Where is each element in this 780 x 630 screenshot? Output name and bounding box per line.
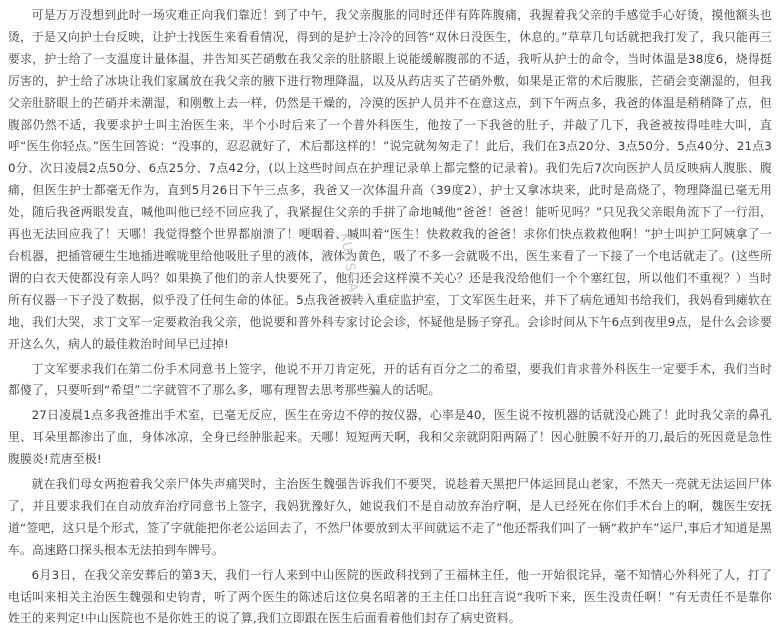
- paragraph-1: 可是万万没想到此时一场灾难正向我们靠近！到了中午，我父亲腹胀的同时还伴有阵阵腹痛，我握着我父亲的手感觉手心好烫，摸他额头也烫，于是又向护士台反映，让护士找医生来看看情况，得到的是护士冷冷的回答“双休日没医生，休息的。”草草几句话就把我打发了，我只能再三要求，护士给了一支温度计量体温，并告知买芒硝敷在我父亲的肚脐眼上说能缓解腹部的不适，我听从护士的命令，当时体温是38度6，烧得挺厉害的，护士给了冰块让我们家属放在我父亲的腋下进行物理降温，以及从药店买了芒硝外敷，如果是正常的术后腹胀，芒硝会变潮湿的，但我父亲肚脐眼上的芒硝并未潮湿，和刚敷上去一样，仍然是干燥的，冷漠的医护人员并不在意这点，到下午两点多，我爸的体温是稍稍降了点，但腹部仍然不适，我要求护士叫主治医生来，半个小时后来了一个普外科医生，他按了一下我爸的肚子，并敲了几下，我爸被按得哇哇大叫，直呼“医生你轻点。”医生回答说：“没事的，忍忍就好了，术后都这样的！”说完就匆匆走了！此后，我们在3点20分、3点50分、5点40分、21点30分、次日凌晨2点50分、6点25分、7点42分，(以上这些时间点在护理记录单上都完整的记录着)。我们先后7次向医护人员反映病人腹胀、腹痛，但医生护士都毫无作为，直到5月26日下午三点多，我爸又一次体温升高（39度2），护士又拿冰块来，此时是高烧了，物理降温已毫无用处，随后我爸两眼发直，喊他叫他已经不回应我了，我紧握住父亲的手拼了命地喊他“爸爸！爸爸！能听见吗？”只见我父亲眼角流下了一行泪，再也无法回应我了！天哪！我觉得整个世界都崩溃了！哽咽着、喊叫着“医生！快救救我的爸爸！求你们快点救救他啊！”护士叫护工阿姨拿了一台机器，把插管硬生生地插进喉咙里给他吸肚子里的液体，液体为黄色，吸了不多一会就吸不出，医生来看了一下接了一个电话就走了。(这些所谓的白衣天使都没有亲人吗？如果换了他们的亲人快要死了，他们还会这样漠不关心？还是我没给他们一个个塞红包，所以他们不重视？）当时所有仪器一下子没了数据，似乎没了任何生命的体征。5点我爸被转入重症监护室，丁文军医生赶来，并下了病危通知书给我们，我妈看到瘫软在地，我们大哭，求丁文军一定要救治我父亲，他说要和普外科专家讨论会诊，怀疑他是肠子穿孔。会诊时间从下午6点到夜里9点，是什么会诊要开这么久，病人的最佳救治时间早已过掉!: [8, 8, 772, 351]
- paragraph-2: 丁文军要求我们在第二份手术同意书上签字，他说不开刀肯定死，开的话有百分之二的希望，要我们肯求普外科医生一定要手术，我们当时都傻了，只要听到“希望”二字就管不了那么多，哪有理智去思考那些骗人的话呢。: [8, 361, 772, 398]
- paragraph-4: 就在我们母女两抱着我父亲尸体失声痛哭时，主治医生魏强告诉我们不要哭，说趁着天黑把尸体运回昆山老家，不然天一亮就无法运回尸体了，并且要求我们在自动放弃治疗同意书上签字，我妈犹豫好久，她说我们不是自动放弃治疗啊，是人已经死在你们手术台上的啊，魏医生安抚道“签吧，这只是个形式，签了字就能把你老公运回去了，不然尸体要放到太平间就运不走了”他还帮我们叫了一辆“救护车”运尸,事后才知道是黑车。高速路口探头根本无法拍到车牌号。: [8, 477, 772, 557]
- paragraph-3: 27日凌晨1点多我爸推出手术室，已毫无反应，医生在旁边不停的按仪器，心率是40，医生说不按机器的话就没心跳了！此时我父亲的鼻孔里、耳朵里都渗出了血，身体冰凉，全身已经肿胀起来。天哪！短短两天啊，我和父亲就阴阳两隔了！因心脏膜不好开的刀,最后的死因竟是急性腹膜炎!荒唐至极!: [8, 408, 772, 467]
- paragraph-5: 6月3日，在我父亲安葬后的第3天，我们一行人来到中山医院的医政科找到了王福林主任，他一开始很诧异，毫不知情心外科死了人，打了电话叫来相关主治医生魏强和史钧青，听了两个医生的陈述后这位臭名昭著的王主任口出狂言说“我听下来，医生没责任啊！”有无责任不是靠你姓王的来判定!中山医院也不是你姓王的说了算,我们立即跟在医生后面看着他们封存了病史资料。: [8, 567, 772, 626]
- watermark: KUNSHAN: [337, 232, 362, 305]
